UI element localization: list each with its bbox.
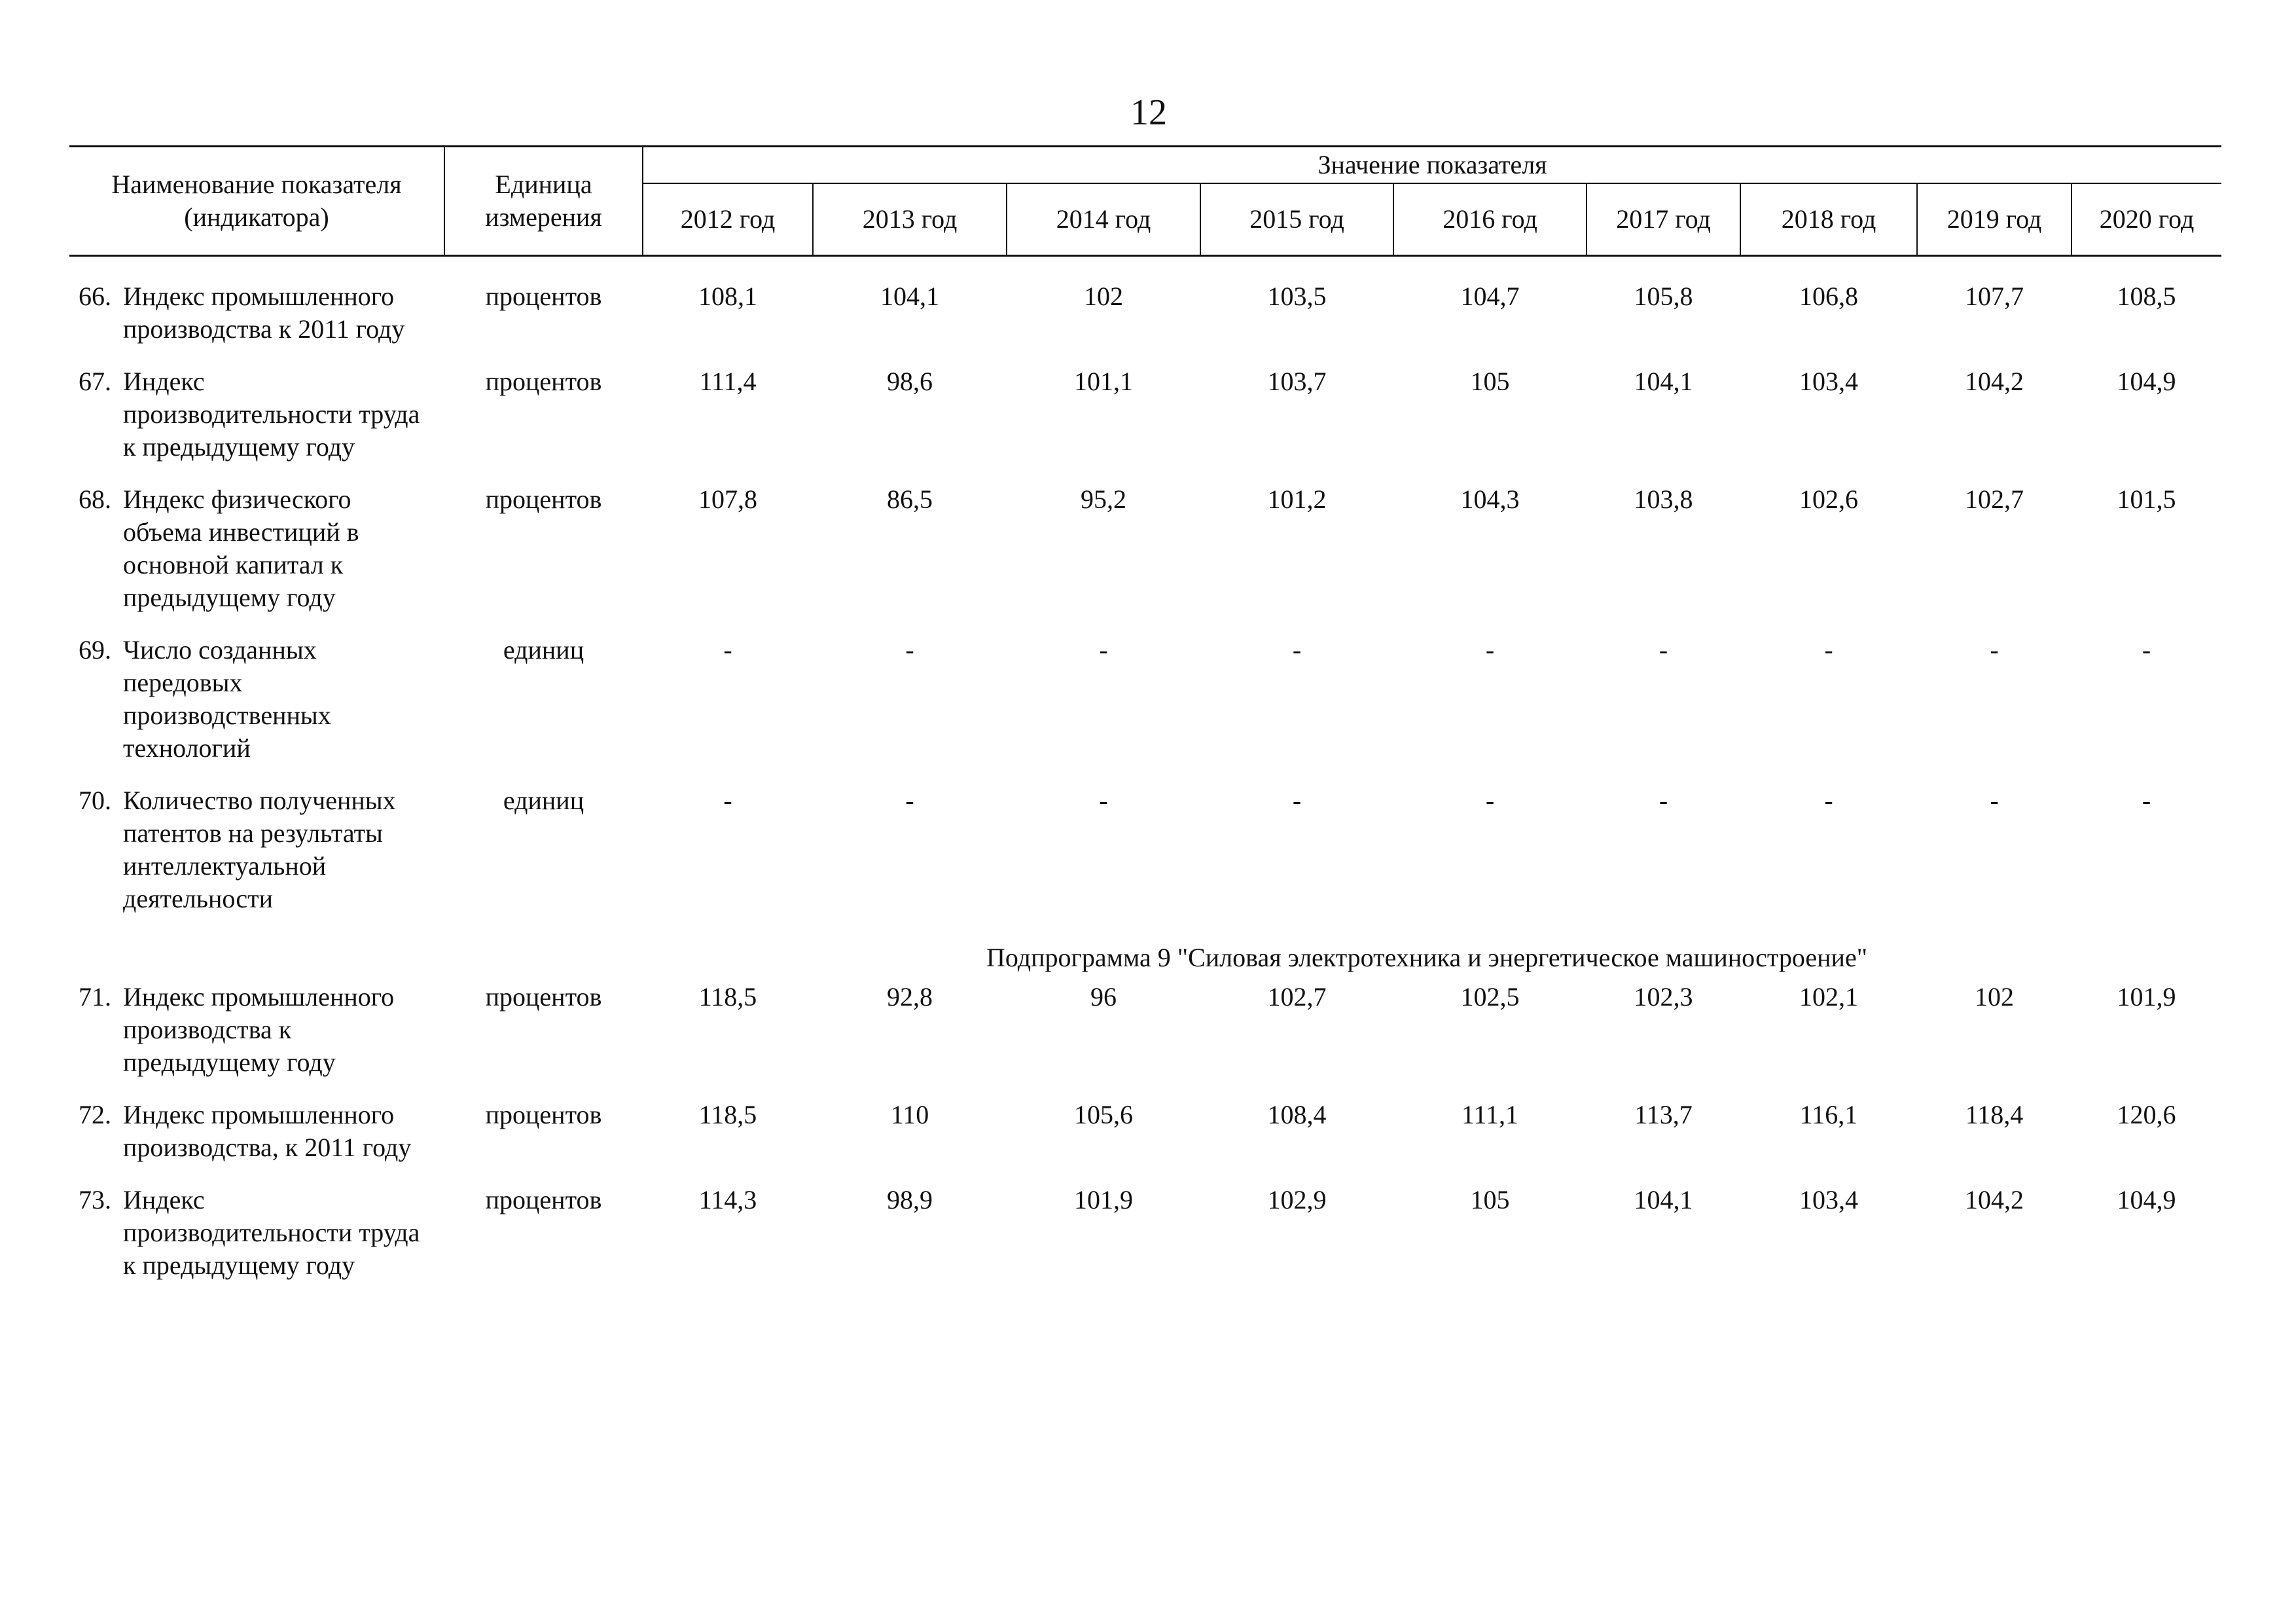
indicator-name: Число созданных передовых производственных технологий <box>123 635 331 763</box>
unit-cell: единиц <box>503 786 584 815</box>
value-cell: - <box>1099 635 1108 665</box>
table-row <box>69 1099 2221 1184</box>
unit-cell: процентов <box>485 1185 602 1214</box>
header-year: 2013 год <box>813 183 1007 256</box>
header-year: 2014 год <box>1007 183 1200 256</box>
value-cell: 98,6 <box>887 367 933 396</box>
value-cell: 118,5 <box>698 1100 757 1129</box>
value-cell: 104,2 <box>1965 367 2024 396</box>
row-number: 71. <box>79 982 111 1012</box>
value-cell: - <box>1824 635 1833 665</box>
value-cell: 101,9 <box>2117 982 2176 1012</box>
value-cell: 101,9 <box>1074 1185 1133 1214</box>
header-year: 2012 год <box>643 183 813 256</box>
value-cell: 102,3 <box>1634 982 1693 1012</box>
unit-cell: процентов <box>485 982 602 1012</box>
value-cell: 103,4 <box>1799 1185 1858 1214</box>
indicator-table-wrapper <box>69 145 2221 1302</box>
value-cell: - <box>1659 786 1668 815</box>
value-cell: 105 <box>1470 367 1510 396</box>
value-cell: 98,9 <box>887 1185 933 1214</box>
value-cell: - <box>905 786 914 815</box>
indicator-name-cell <box>69 1099 444 1184</box>
value-cell: 102,7 <box>1267 982 1327 1012</box>
value-cell: 104,9 <box>2117 367 2176 396</box>
table-row <box>69 280 2221 365</box>
indicator-name: Индекс производительности труда к предыдущему году <box>123 1185 420 1280</box>
header-indicator-name: Наименование показателя (индикатора) <box>69 147 444 256</box>
indicator-name: Индекс производительности труда к предыдущему году <box>123 367 420 462</box>
value-cell: 96 <box>1090 982 1117 1012</box>
value-cell: 118,5 <box>698 982 757 1012</box>
value-cell: - <box>905 635 914 665</box>
value-cell: - <box>1824 786 1833 815</box>
value-cell: 105 <box>1470 1185 1510 1214</box>
value-cell: 102,1 <box>1799 982 1858 1012</box>
value-cell: 104,7 <box>1460 282 1520 311</box>
value-cell: 104,9 <box>2117 1185 2176 1214</box>
value-cell: 116,1 <box>1799 1100 1858 1129</box>
subprogram-title: Подпрограмма 9 "Силовая электротехника и энергетическое машиностроение" <box>986 943 1868 972</box>
indicator-name-cell <box>69 280 444 365</box>
value-cell: 92,8 <box>887 982 933 1012</box>
value-cell: 102,7 <box>1965 484 2024 514</box>
header-year: 2019 год <box>1917 183 2072 256</box>
row-number: 69. <box>79 635 111 665</box>
value-cell: - <box>1485 635 1495 665</box>
indicator-name: Индекс промышленного производства к предыдущему году <box>123 982 395 1077</box>
value-cell: 104,2 <box>1965 1185 2024 1214</box>
value-cell: 108,1 <box>698 282 757 311</box>
value-cell: - <box>1292 786 1302 815</box>
value-cell: 104,1 <box>1634 1185 1693 1214</box>
value-cell: 106,8 <box>1799 282 1858 311</box>
indicator-name-cell <box>69 784 444 935</box>
row-number: 67. <box>79 367 111 396</box>
value-cell: 104,3 <box>1460 484 1520 514</box>
table-row <box>69 981 2221 1099</box>
unit-cell: процентов <box>485 484 602 514</box>
value-cell: - <box>1659 635 1668 665</box>
row-number: 68. <box>79 484 111 514</box>
value-cell: 118,4 <box>1965 1100 2024 1129</box>
indicator-name: Индекс промышленного производства, к 2011 году <box>123 1100 412 1162</box>
unit-cell: процентов <box>485 282 602 311</box>
value-cell: - <box>723 786 732 815</box>
value-cell: 120,6 <box>2117 1100 2176 1129</box>
page-number: 12 <box>1130 92 1167 133</box>
value-cell: 102,9 <box>1267 1185 1327 1214</box>
header-year: 2020 год <box>2072 183 2221 256</box>
unit-cell: единиц <box>503 635 584 665</box>
value-cell: 104,1 <box>880 282 939 311</box>
table-row <box>69 1184 2221 1302</box>
indicator-name-cell <box>69 1184 444 1302</box>
value-cell: - <box>723 635 732 665</box>
indicator-name-cell <box>69 483 444 634</box>
value-cell: - <box>2142 786 2151 815</box>
indicator-table <box>69 145 2221 1302</box>
indicator-name-cell <box>69 981 444 1099</box>
table-row <box>69 483 2221 634</box>
value-cell: 114,3 <box>698 1185 757 1214</box>
value-cell: 111,4 <box>699 367 757 396</box>
value-cell: - <box>1485 786 1495 815</box>
value-cell: 103,4 <box>1799 367 1858 396</box>
unit-cell: процентов <box>485 1100 602 1129</box>
row-number: 70. <box>79 786 111 815</box>
indicator-name: Индекс промышленного производства к 2011 году <box>123 282 405 344</box>
value-cell: 111,1 <box>1461 1100 1519 1129</box>
value-cell: 95,2 <box>1081 484 1126 514</box>
value-cell: 102 <box>1084 282 1123 311</box>
value-cell: - <box>1990 786 1999 815</box>
indicator-name-cell <box>69 634 444 784</box>
table-row <box>69 365 2221 483</box>
value-cell: 103,7 <box>1267 367 1327 396</box>
header-year: 2016 год <box>1393 183 1587 256</box>
value-cell: 86,5 <box>887 484 933 514</box>
value-cell: 113,7 <box>1634 1100 1693 1129</box>
table-row <box>69 784 2221 935</box>
header-year: 2018 год <box>1740 183 1917 256</box>
value-cell: 103,8 <box>1634 484 1693 514</box>
header-year: 2017 год <box>1587 183 1740 256</box>
value-cell: 107,8 <box>698 484 757 514</box>
value-cell: - <box>1099 786 1108 815</box>
value-cell: 107,7 <box>1965 282 2024 311</box>
value-cell: 101,1 <box>1074 367 1133 396</box>
table-row <box>69 634 2221 784</box>
header-year: 2015 год <box>1200 183 1393 256</box>
value-cell: 105,6 <box>1074 1100 1133 1129</box>
value-cell: 102 <box>1975 982 2014 1012</box>
header-value-group: Значение показателя <box>643 147 2221 184</box>
indicator-name-cell <box>69 365 444 483</box>
value-cell: - <box>1292 635 1302 665</box>
value-cell: 101,2 <box>1267 484 1327 514</box>
value-cell: - <box>2142 635 2151 665</box>
header-unit: Единица измерения <box>444 147 643 256</box>
value-cell: 101,5 <box>2117 484 2176 514</box>
indicator-name: Количество полученных патентов на результаты интеллектуальной деятельности <box>123 786 396 913</box>
value-cell: 108,5 <box>2117 282 2176 311</box>
row-number: 73. <box>79 1185 111 1214</box>
value-cell: 102,5 <box>1460 982 1520 1012</box>
value-cell: 104,1 <box>1634 367 1693 396</box>
unit-cell: процентов <box>485 367 602 396</box>
value-cell: 103,5 <box>1267 282 1327 311</box>
value-cell: 110 <box>890 1100 929 1129</box>
value-cell: 102,6 <box>1799 484 1858 514</box>
value-cell: 108,4 <box>1267 1100 1327 1129</box>
value-cell: - <box>1990 635 1999 665</box>
row-number: 72. <box>79 1100 111 1129</box>
value-cell: 105,8 <box>1634 282 1693 311</box>
row-number: 66. <box>79 282 111 311</box>
indicator-name: Индекс физического объема инвестиций в основной капитал к предыдущему году <box>123 484 359 612</box>
